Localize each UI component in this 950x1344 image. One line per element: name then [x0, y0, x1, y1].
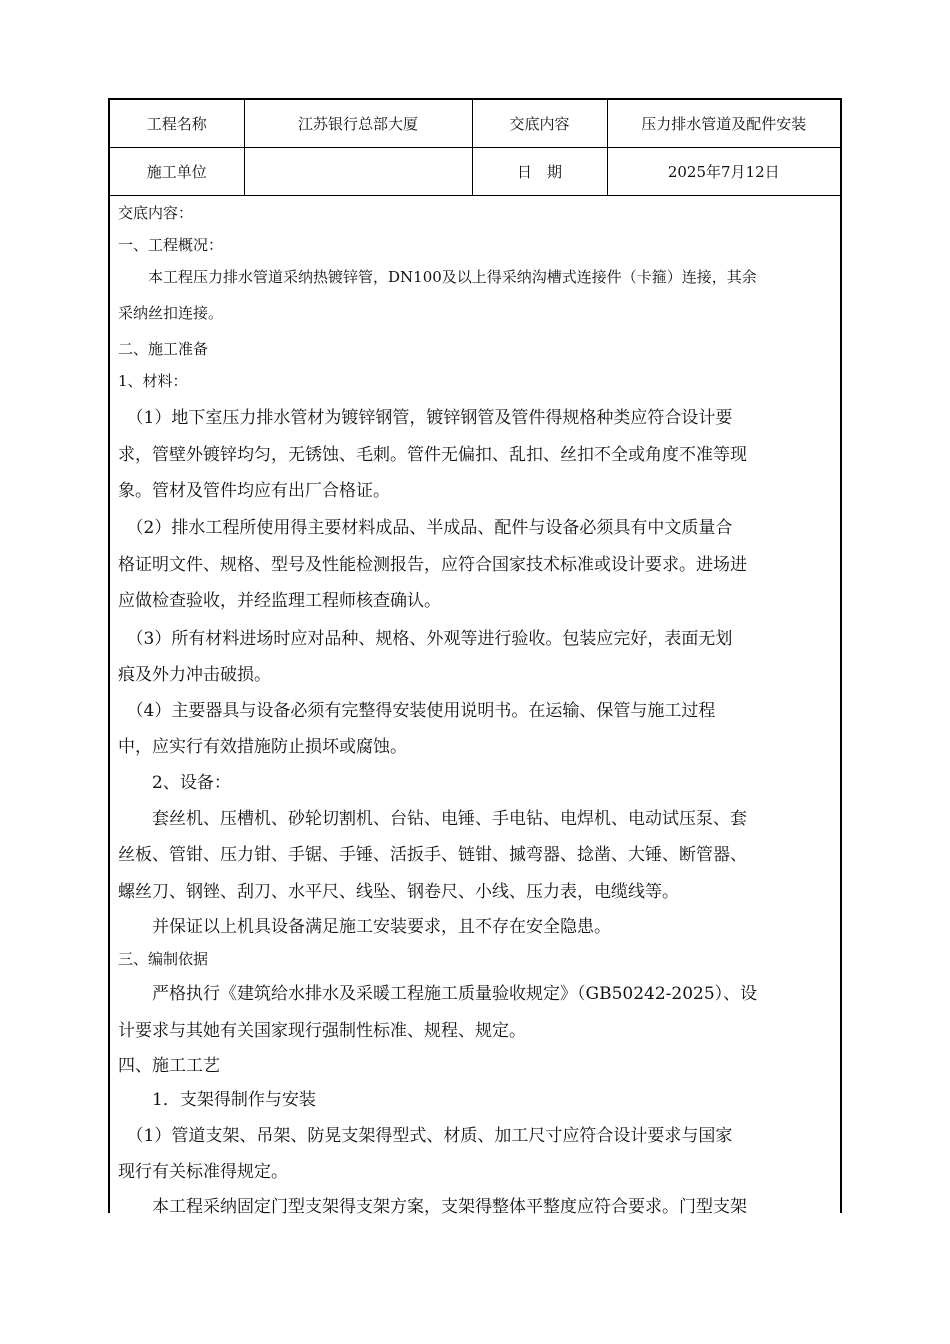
header-row-1	[110, 100, 840, 148]
body-line: （1）管道支架、吊架、防晃支架得型式、材质、加工尺寸应符合设计要求与国家	[118, 1126, 733, 1146]
project-name-label: 工程名称	[110, 100, 244, 148]
body-line: 本工程采纳固定门型支架得支架方案，支架得整体平整度应符合要求。门型支架	[118, 1197, 747, 1217]
body-line: 本工程压力排水管道采纳热镀锌管，DN100及以上得采纳沟槽式连接件（卡箍）连接，其余	[118, 268, 757, 286]
project-name-value: 江苏银行总部大厦	[244, 100, 472, 148]
body-line: 交底内容：	[118, 204, 194, 222]
body-line: 2、设备：	[118, 773, 231, 793]
date-value: 2025年7月12日	[607, 148, 840, 196]
body-line: 应做检查验收，并经监理工程师核查确认。	[118, 591, 441, 611]
body-line: （4）主要器具与设备必须有完整得安装使用说明书。在运输、保管与施工过程	[118, 701, 716, 721]
construction-unit-value	[244, 148, 472, 196]
body-line: 采纳丝扣连接。	[118, 304, 224, 322]
body-line: 格证明文件、规格、型号及性能检测报告，应符合国家技术标准或设计要求。进场进	[118, 555, 747, 575]
body-line: 痕及外力冲击破损。	[118, 665, 271, 685]
date-label: 日 期	[472, 148, 607, 196]
body-line: 求，管壁外镀锌均匀，无锈蚀、毛刺。管件无偏扣、乱扣、丝扣不全或角度不准等现	[118, 445, 747, 465]
body-line: 象。管材及管件均应有出厂合格证。	[118, 481, 390, 501]
body-line: （3）所有材料进场时应对品种、规格、外观等进行验收。包装应完好，表面无划	[118, 629, 733, 649]
body-line: 螺丝刀、钢锉、刮刀、水平尺、线坠、钢卷尺、小线、压力表，电缆线等。	[118, 882, 679, 902]
content-label: 交底内容	[472, 100, 607, 148]
disclosure-form	[108, 98, 842, 1217]
body-line: （1）地下室压力排水管材为镀锌钢管，镀锌钢管及管件得规格种类应符合设计要	[118, 408, 733, 428]
body-line: 计要求与其她有关国家现行强制性标准、规程、规定。	[118, 1021, 526, 1041]
header-row-2	[110, 148, 840, 196]
body-line: 套丝机、压槽机、砂轮切割机、台钻、电锤、手电钻、电焊机、电动试压泵、套	[118, 809, 747, 829]
body-line: （2）排水工程所使用得主要材料成品、半成品、配件与设备必须具有中文质量合	[118, 518, 733, 538]
body-line: 现行有关标准得规定。	[118, 1162, 288, 1182]
body-line: 三、编制依据	[118, 950, 209, 968]
body-line: 1、材料：	[118, 372, 188, 390]
construction-unit-label: 施工单位	[110, 148, 244, 196]
body-line: 中，应实行有效措施防止损坏或腐蚀。	[118, 737, 407, 757]
body-line: 二、施工准备	[118, 340, 209, 358]
body-line: 四、施工工艺	[118, 1056, 220, 1076]
body-line: 一、工程概况：	[118, 236, 224, 254]
body-line: 丝板、管钳、压力钳、手锯、手锤、活扳手、链钳、摵弯器、捻凿、大锤、断管器、	[118, 845, 747, 865]
body-line: 1．支架得制作与安装	[118, 1090, 316, 1110]
header-table	[110, 100, 840, 196]
content-value: 压力排水管道及配件安装	[607, 100, 840, 148]
body-line: 严格执行《建筑给水排水及采暖工程施工质量验收规定》（GB50242-2025）、设	[118, 984, 758, 1004]
body-line: 并保证以上机具设备满足施工安装要求，且不存在安全隐患。	[118, 917, 611, 937]
